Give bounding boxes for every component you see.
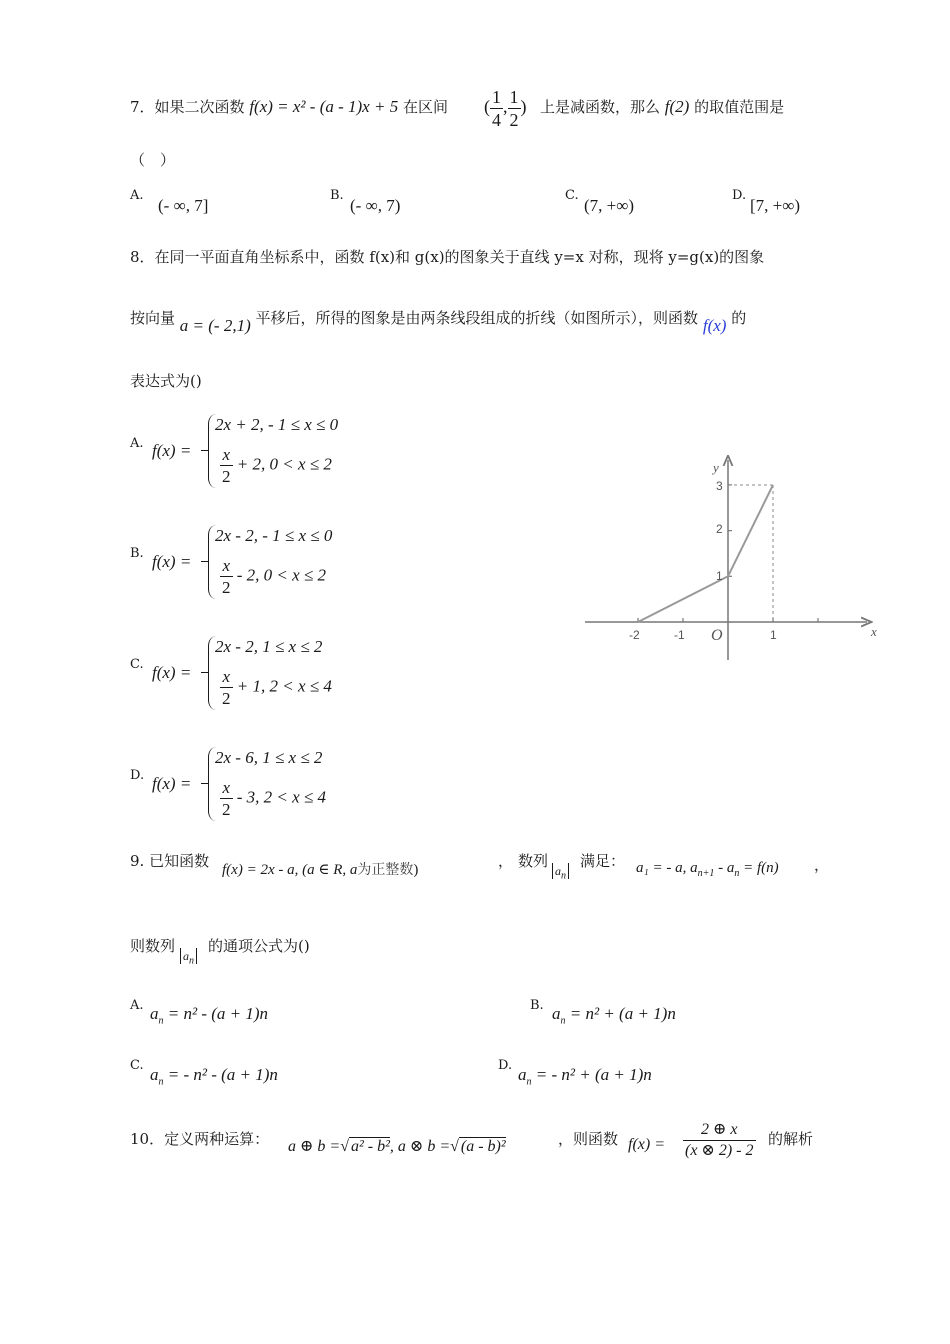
q9-option-c-label: C.: [130, 1058, 144, 1073]
y-axis-label: y: [713, 460, 719, 475]
q8-option-c-frac: [220, 668, 233, 707]
q7-tail: 上是减函数，那么: [540, 98, 661, 116]
q8-line2b: 平移后，所得的图象是由两条线段组成的折线（如图所示），则函数: [255, 309, 699, 327]
q10-den: (x ⊗ 2) - 2: [685, 1142, 754, 1159]
q7-f2: f(2): [664, 97, 690, 116]
q8-option-d-label: D.: [130, 768, 145, 783]
q8-line2: [130, 307, 747, 335]
q9-option-a: [150, 1004, 268, 1026]
q8-option-c-row1: 2x - 2, 1 ≤ x ≤ 2: [215, 637, 323, 656]
q9-func-end: ): [413, 862, 419, 878]
q9-func-cn: 为正整数: [357, 862, 414, 878]
q7-function: f(x) = x² - (a - 1)x + 5: [249, 97, 399, 116]
q9-func-text: f(x) = 2x - a, (a ∈ R, a: [222, 862, 358, 878]
q7-line1-tail: [540, 96, 784, 117]
q8-graph: [585, 455, 885, 665]
frac-den: 2: [222, 578, 231, 597]
q7-tail2: 的取值范围是: [694, 98, 785, 116]
q7-frac-1-den: 4: [492, 110, 501, 130]
q7-frac-2: [508, 88, 521, 129]
q9-seq-a: a: [555, 864, 561, 878]
q8-option-c-row2: [220, 668, 332, 707]
frac-den: 2: [222, 689, 231, 708]
q7-lead: 7．如果二次函数: [130, 98, 245, 116]
q9-seq-sub: n: [561, 870, 566, 882]
q9-option-c-an: a: [150, 1065, 159, 1084]
q9-option-d-an: a: [518, 1065, 527, 1084]
x-tick-label-neg1: -1: [674, 628, 685, 642]
q8-option-d-row2-text: - 3, 2 < x ≤ 4: [236, 787, 327, 807]
q8-option-a-row1: 2x + 2, - 1 ≤ x ≤ 0: [215, 415, 339, 434]
q8-option-a-label: A.: [130, 436, 144, 451]
q8-option-b-label: B.: [130, 546, 144, 561]
q8-line1: 8．在同一平面直角坐标系中，函数 f(x)和 g(x)的图象关于直线 y=x 对称，现将 y=g(x)的图象: [130, 248, 765, 266]
q10-sqrt-sign-2: √: [450, 1138, 459, 1155]
q8-option-b-frac: [220, 557, 233, 596]
y-tick-label-2: 2: [716, 522, 723, 536]
q10-frac: [683, 1122, 756, 1159]
q9-option-d-label: D.: [498, 1058, 513, 1073]
q9-function: [222, 859, 418, 879]
q9-option-b-sub: n: [560, 1015, 566, 1027]
q10-fx: f(x) =: [628, 1136, 665, 1153]
q9-lead: 9. 已知函数: [130, 852, 210, 870]
q9-rec-sub1: n+1: [697, 868, 715, 879]
q8-option-b-row2: [220, 557, 326, 596]
q8-option-b-lhs: f(x) =: [152, 552, 192, 571]
q10-operations: [288, 1136, 506, 1156]
q9-rec-sub2: n: [734, 868, 740, 879]
frac-den: 2: [222, 800, 231, 819]
q9-line2-set-inner: [180, 948, 197, 967]
q8-option-a-row2: [220, 446, 332, 485]
q7-option-b-value: (- ∞, 7): [350, 196, 401, 215]
q7-frac-2-num: 1: [509, 87, 519, 107]
q8-option-c-row2-text: + 1, 2 < x ≤ 4: [236, 676, 332, 696]
q8-line3: 表达式为(): [130, 372, 202, 390]
q7-option-a-value: (- ∞, 7]: [158, 196, 209, 215]
q9-option-c: [150, 1065, 278, 1087]
q7-frac-1: [490, 88, 503, 129]
q10-mid: ，则函数: [558, 1130, 619, 1148]
q9-option-b-label: B.: [530, 998, 544, 1013]
q9-option-d-sub: n: [526, 1076, 532, 1088]
q10-op2: , a ⊗ b =: [389, 1138, 451, 1155]
q8-option-b-row2-text: - 2, 0 < x ≤ 2: [236, 565, 327, 585]
q7-frac-1-num: 1: [492, 87, 501, 107]
q9-recurrence: [636, 860, 779, 879]
q8-option-a-lhs: f(x) =: [152, 441, 192, 460]
q9-option-b-value: = n² + (a + 1)n: [569, 1004, 676, 1023]
q10-op2-radicand: (a - b)²: [460, 1138, 506, 1155]
q8-option-d-lhs: f(x) =: [152, 774, 192, 793]
q9-comma1: ，: [498, 852, 514, 870]
q9-seq-lead: 数列: [518, 852, 549, 870]
q7-comma: ,: [503, 96, 508, 117]
q7-paren-left: (: [484, 96, 490, 117]
q9-line2-set: [180, 945, 197, 967]
q7-option-a-label: A.: [130, 188, 144, 203]
x-axis-label: x: [871, 624, 877, 639]
q7-option-c-value: (7, +∞): [584, 196, 635, 215]
q8-option-a-frac: [220, 446, 233, 485]
q7-line1: [130, 96, 448, 117]
frac-num: x: [220, 557, 233, 577]
q9-rec-end: = f(n): [739, 860, 779, 876]
frac-num: x: [220, 668, 233, 688]
q10-fraction: [683, 1122, 756, 1159]
x-tick-label-neg2: -2: [629, 628, 640, 642]
q7-option-b-label: B.: [330, 188, 344, 203]
origin-label: O: [711, 627, 723, 644]
q9-seq-set-inner: [552, 863, 569, 882]
q9-option-d: [518, 1065, 652, 1087]
q8-option-c-label: C.: [130, 657, 144, 672]
q9-line2-a: a: [183, 949, 189, 963]
q9-line2-sub: n: [189, 955, 194, 967]
q10-op1: a ⊕ b =: [288, 1138, 341, 1155]
q8-vector: a = (- 2,1): [179, 316, 251, 335]
q7-frac-2-den: 2: [509, 110, 519, 130]
q10-num: 2 ⊕ x: [683, 1122, 756, 1141]
q10-op1-radicand: a² - b²: [350, 1138, 390, 1155]
q9-rec-a: a₁ = - a, a: [636, 860, 698, 876]
q8-option-d-row2: [220, 779, 326, 818]
q8-line2a: 按向量: [130, 309, 176, 327]
q9-option-a-label: A.: [130, 998, 144, 1013]
q8-option-d-frac: [220, 779, 233, 818]
y-tick-label-1: 1: [716, 569, 723, 583]
frac-den: 2: [222, 467, 231, 486]
q9-line2b: 的通项公式为(): [208, 937, 310, 955]
y-tick-label-3: 3: [716, 479, 723, 493]
frac-num: x: [220, 779, 233, 799]
q9-option-a-an: a: [150, 1004, 159, 1023]
q7-option-c-label: C.: [565, 188, 579, 203]
graph-polyline: [638, 485, 773, 622]
q10-sqrt-sign-1: √: [340, 1138, 349, 1155]
x-tick-label-1: 1: [770, 628, 777, 642]
q8-option-c-lhs: f(x) =: [152, 663, 192, 682]
q7-option-d-label: D.: [732, 188, 747, 203]
q7-mid: 在区间: [402, 98, 448, 116]
q9-option-b-an: a: [552, 1004, 561, 1023]
q9-comma2: ，: [814, 856, 830, 874]
q7-interval: [484, 88, 527, 129]
q10-lead: 10．定义两种运算：: [130, 1130, 270, 1148]
q7-option-d-value: [7, +∞): [750, 196, 801, 215]
q9-seq-set: [552, 860, 569, 882]
frac-num: x: [220, 446, 233, 466]
q9-satisfy: 满足：: [580, 852, 626, 870]
q8-fx: f(x): [702, 316, 727, 335]
q9-line2a: 则数列: [130, 937, 176, 955]
q9-option-a-sub: n: [158, 1015, 164, 1027]
q9-rec-mid: - a: [714, 860, 735, 876]
q10-tail: 的解析: [768, 1130, 814, 1148]
q8-line2c: 的: [731, 309, 747, 327]
q9-option-c-sub: n: [158, 1076, 164, 1088]
q7-answer-blank: （ ）: [130, 151, 176, 169]
q7-paren-right: ): [520, 96, 527, 117]
q8-option-d-row1: 2x - 6, 1 ≤ x ≤ 2: [215, 748, 323, 767]
q9-option-b: [552, 1004, 676, 1026]
q9-option-a-value: = n² - (a + 1)n: [167, 1004, 269, 1023]
q9-option-c-value: = - n² - (a + 1)n: [167, 1065, 278, 1084]
q9-option-d-value: = - n² + (a + 1)n: [535, 1065, 652, 1084]
q8-option-a-row2-text: + 2, 0 < x ≤ 2: [236, 454, 332, 474]
q8-option-b-row1: 2x - 2, - 1 ≤ x ≤ 0: [215, 526, 333, 545]
